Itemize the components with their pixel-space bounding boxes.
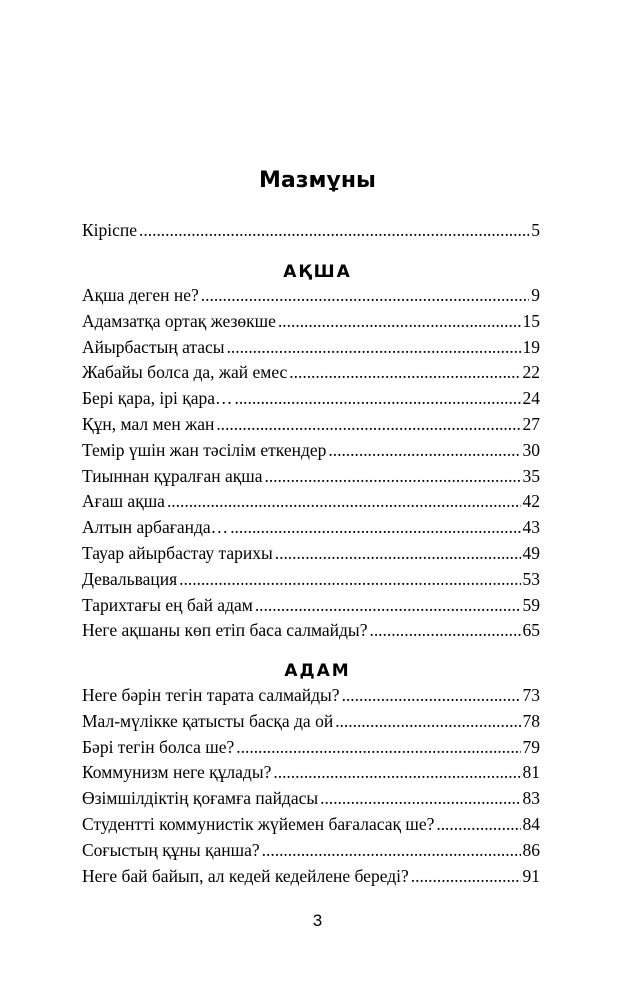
toc-entry: [82, 412, 540, 438]
toc-entry-label: Алтын арбағанда…: [82, 517, 229, 538]
toc-entry-label: Соғыстың құны қанша?: [82, 839, 260, 860]
toc-entry-label: Тиыннан құралған ақша: [82, 465, 263, 486]
toc-entry-label: Коммунизм неге құлады?: [82, 762, 272, 783]
toc-entry: [82, 735, 540, 761]
toc-entry: [82, 438, 540, 464]
toc-entry-page: 15: [522, 310, 540, 331]
toc-entry-label: Тауар айырбастау тарихы: [82, 542, 273, 563]
toc-entry-label: Мал-мүлікке қатысты басқа да ой: [82, 710, 334, 731]
toc-entry-label: Бері қара, ірі қара…: [82, 388, 233, 409]
leader-dots: [234, 386, 520, 412]
toc-entry-label: Темір үшін жан тәсілім еткендер: [82, 439, 327, 460]
toc-entry: [82, 838, 540, 864]
toc-entry: [82, 360, 540, 386]
leader-dots: [167, 489, 521, 515]
toc-entry: [82, 283, 540, 309]
toc-entry-page: 86: [522, 839, 540, 860]
toc-entry-label: Неге ақшаны көп етіп баса салмайды?: [82, 620, 368, 641]
leader-dots: [227, 335, 521, 361]
leader-dots: [278, 309, 521, 335]
toc-entry-label: Ағаш ақша: [82, 491, 165, 512]
toc-entry-page: 19: [522, 336, 540, 357]
toc-entry: [82, 541, 540, 567]
toc-entry: [82, 309, 540, 335]
toc-entry-page: 83: [522, 788, 540, 809]
toc-entry: [82, 786, 540, 812]
toc-intro: [82, 218, 540, 244]
toc-entry-label: Тарихтағы ең бай адам: [82, 594, 253, 615]
toc-entry-label: Девальвация: [82, 568, 178, 589]
toc-entry-label: Кіріспе: [82, 220, 138, 240]
toc-entry-page: 91: [522, 865, 540, 886]
toc-section-money: [82, 283, 540, 644]
toc-entry-page: 5: [531, 220, 540, 240]
toc-entry: [82, 864, 540, 890]
toc-entry-page: 24: [522, 388, 540, 409]
toc-entry-page: 78: [522, 710, 540, 731]
leader-dots: [328, 438, 520, 464]
leader-dots: [201, 283, 529, 309]
toc-entry-page: 27: [522, 413, 540, 434]
toc-entry-page: 81: [522, 762, 540, 783]
toc-entry-label: Неге бәрін тегін тарата салмайды?: [82, 685, 340, 705]
toc-entry-page: 65: [522, 620, 540, 641]
toc-entry: [82, 218, 540, 244]
toc-entry: [82, 618, 540, 644]
toc-entry-page: 79: [522, 736, 540, 757]
toc-entry-page: 49: [522, 542, 540, 563]
toc-entry-page: 43: [522, 517, 540, 538]
toc-entry-label: Бәрі тегін болса ше?: [82, 736, 235, 757]
leader-dots: [275, 541, 521, 567]
toc-entry-label: Өзімшілдіктің қоғамға пайдасы: [82, 788, 319, 809]
toc-entry-page: 84: [522, 813, 540, 834]
toc-entry-label: Неге бай байып, ал кедей кедейлене береді?: [82, 865, 409, 886]
leader-dots: [230, 515, 520, 541]
toc-entry: [82, 760, 540, 786]
toc-section-human: [82, 683, 540, 889]
toc-entry-label: Айырбастың атасы: [82, 336, 225, 357]
toc-entry-label: Ақша деген не?: [82, 285, 199, 305]
toc-entry: [82, 567, 540, 593]
page-title: Мазмұны: [259, 168, 376, 193]
leader-dots: [255, 593, 521, 619]
toc-entry: [82, 709, 540, 735]
toc-entry: [82, 515, 540, 541]
toc-entry-page: 22: [522, 362, 540, 383]
leader-dots: [342, 683, 521, 709]
toc-entry: [82, 386, 540, 412]
toc-entry-page: 42: [522, 491, 540, 512]
toc-entry-label: Студентті коммунистік жүйемен бағаласақ ше?: [82, 813, 435, 834]
toc-entry-page: 35: [522, 465, 540, 486]
leader-dots: [335, 709, 520, 735]
toc-entry-label: Жабайы болса да, жай емес: [82, 362, 288, 383]
toc-entry-label: Адамзатқа ортақ жезөкше: [82, 310, 276, 331]
toc-entry-page: 59: [522, 594, 540, 615]
toc-entry: [82, 812, 540, 838]
section-heading-money: АҚША: [283, 262, 352, 282]
leader-dots: [436, 812, 520, 838]
leader-dots: [179, 567, 520, 593]
section-heading-human: АДАМ: [284, 661, 351, 681]
leader-dots: [369, 618, 520, 644]
leader-dots: [320, 786, 520, 812]
toc-entry: [82, 464, 540, 490]
leader-dots: [236, 735, 520, 761]
toc-entry-label: Құн, мал мен жан: [82, 413, 215, 434]
toc-entry-page: 30: [522, 439, 540, 460]
toc-entry-page: 9: [531, 285, 540, 305]
leader-dots: [264, 464, 520, 490]
toc-entry: [82, 683, 540, 709]
toc-entry: [82, 489, 540, 515]
toc-entry-page: 73: [522, 685, 540, 705]
toc-entry: [82, 335, 540, 361]
leader-dots: [273, 760, 520, 786]
page-number: 3: [312, 911, 323, 930]
toc-entry-page: 53: [522, 568, 540, 589]
leader-dots: [262, 838, 521, 864]
leader-dots: [411, 864, 521, 890]
leader-dots: [289, 360, 520, 386]
leader-dots: [139, 218, 529, 244]
toc-entry: [82, 593, 540, 619]
leader-dots: [216, 412, 520, 438]
